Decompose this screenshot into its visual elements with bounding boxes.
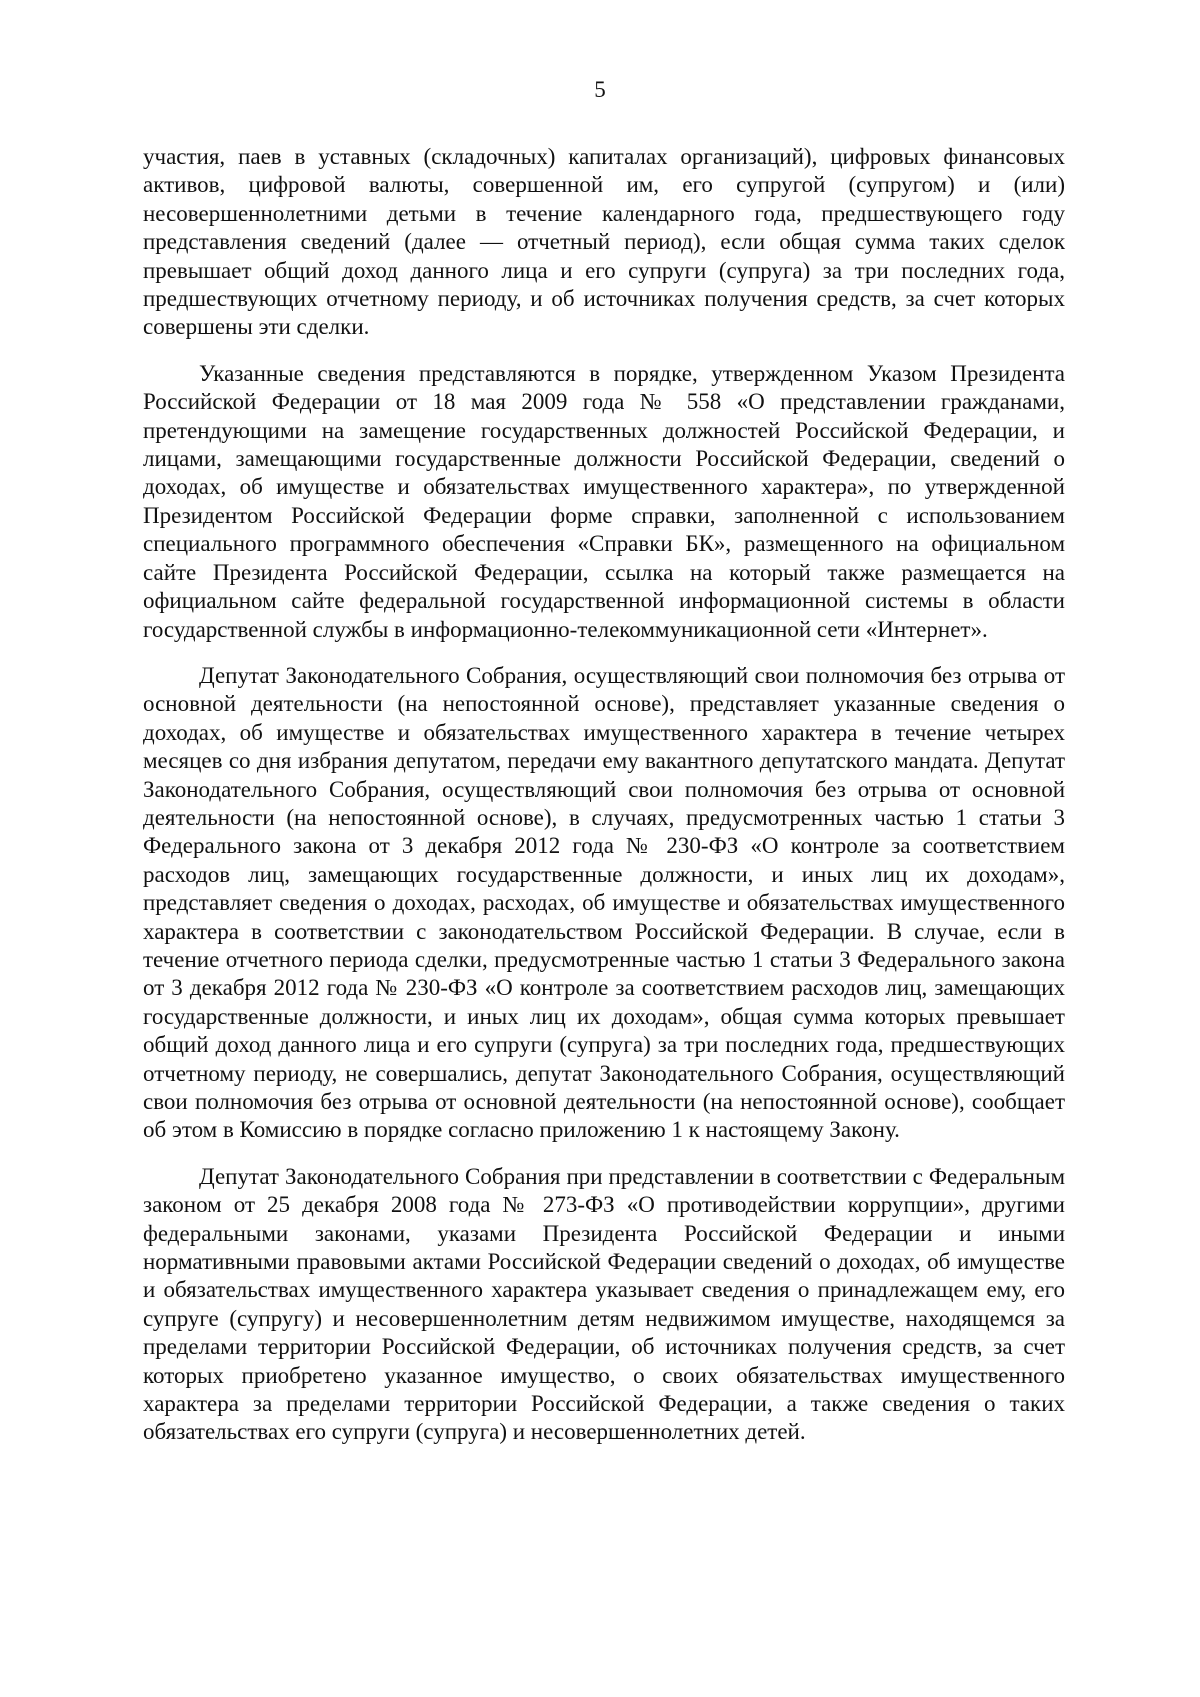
paragraph-continuation: участия, паев в уставных (складочных) капиталах организаций), цифровых финансовых активов, цифровой валюты, совершенной им, его супругой (супругом) и (или) несовершеннолетними детьми в течение календарного года, предшествующего году представления сведений (далее — отчетный период), если общая сумма таких сделок превышает общий доход данного лица и его супруги (супруга) за три последних года, предшествующих отчетному периоду, и об источниках получения средств, за счет которых совершены эти сделки. [143, 144, 1065, 340]
paragraph-foreign-property: Депутат Законодательного Собрания при представлении в соответствии с Федеральным законом от 25 декабря 2008 года № 273-ФЗ «О противодействии коррупции», другими федеральными законами, указами Президента Российской Федерации и иными нормативными правовыми актами Российской Федерации сведений о доходах, об имуществе и обязательствах имущественного характера указывает сведения о принадлежащем ему, его супруге (супругу) и несовершеннолетним детям недвижимом имуществе, находящемся за пределами территории Российской Федерации, об источниках получения средств, за счет которых приобретено указанное имущество, о своих обязательствах имущественного характера за пределами территории Российской Федерации, а также сведения о таких обязательствах его супруги (супруга) и несовершеннолетних детей. [143, 1163, 1065, 1445]
paragraph-deputy-submission: Депутат Законодательного Собрания, осуществляющий свои полномочия без отрыва от основной деятельности (на непостоянной основе), представляет указанные сведения о доходах, об имуществе и обязательствах имущественного характера в течение четырех месяцев со дня избрания депутатом, передачи ему вакантного депутатского мандата. Депутат Законодательного Собрания, осуществляющий свои полномочия без отрыва от основной деятельности (на непостоянной основе), в случаях, предусмотренных частью 1 статьи 3 Федерального закона от 3 декабря 2012 года № 230-ФЗ «О контроле за соответствием расходов лиц, замещающих государственные должности, и иных лиц их доходам», представляет сведения о доходах, расходах, об имуществе и обязательствах имущественного характера в соответствии с законодательством Российской Федерации. В случае, если в течение отчетного периода сделки, предусмотренные частью 1 статьи 3 Федерального закона от 3 декабря 2012 года № 230-ФЗ «О контроле за соответствием расходов лиц, замещающих государственные должности, и иных лиц их доходам», общая сумма которых превышает общий доход данного лица и его супруги (супруга) за три последних года, предшествующих отчетному периоду, не совершались, депутат Законодательного Собрания, осуществляющий свои полномочия без отрыва от основной деятельности (на непостоянной основе), сообщает об этом в Комиссию в порядке согласно приложению 1 к настоящему Закону. [143, 662, 1065, 1143]
document-body [143, 143, 1065, 1447]
page-number: 5 [594, 77, 606, 102]
paragraph-reporting-procedure: Указанные сведения представляются в порядке, утвержденном Указом Президента Российской Федерации от 18 мая 2009 года № 558 «О представлении гражданами, претендующими на замещение государственных должностей Российской Федерации, и лицами, замещающими государственные должности Российской Федерации, сведений о доходах, об имуществе и обязательствах имущественного характера», по утвержденной Президентом Российской Федерации форме справки, заполненной с использованием специального программного обеспечения «Справки БК», размещенного на официальном сайте Президента Российской Федерации, ссылка на который также размещается на официальном сайте федеральной государственной информационной системы в области государственной службы в информационно-телекоммуникационной сети «Интернет». [143, 360, 1065, 642]
